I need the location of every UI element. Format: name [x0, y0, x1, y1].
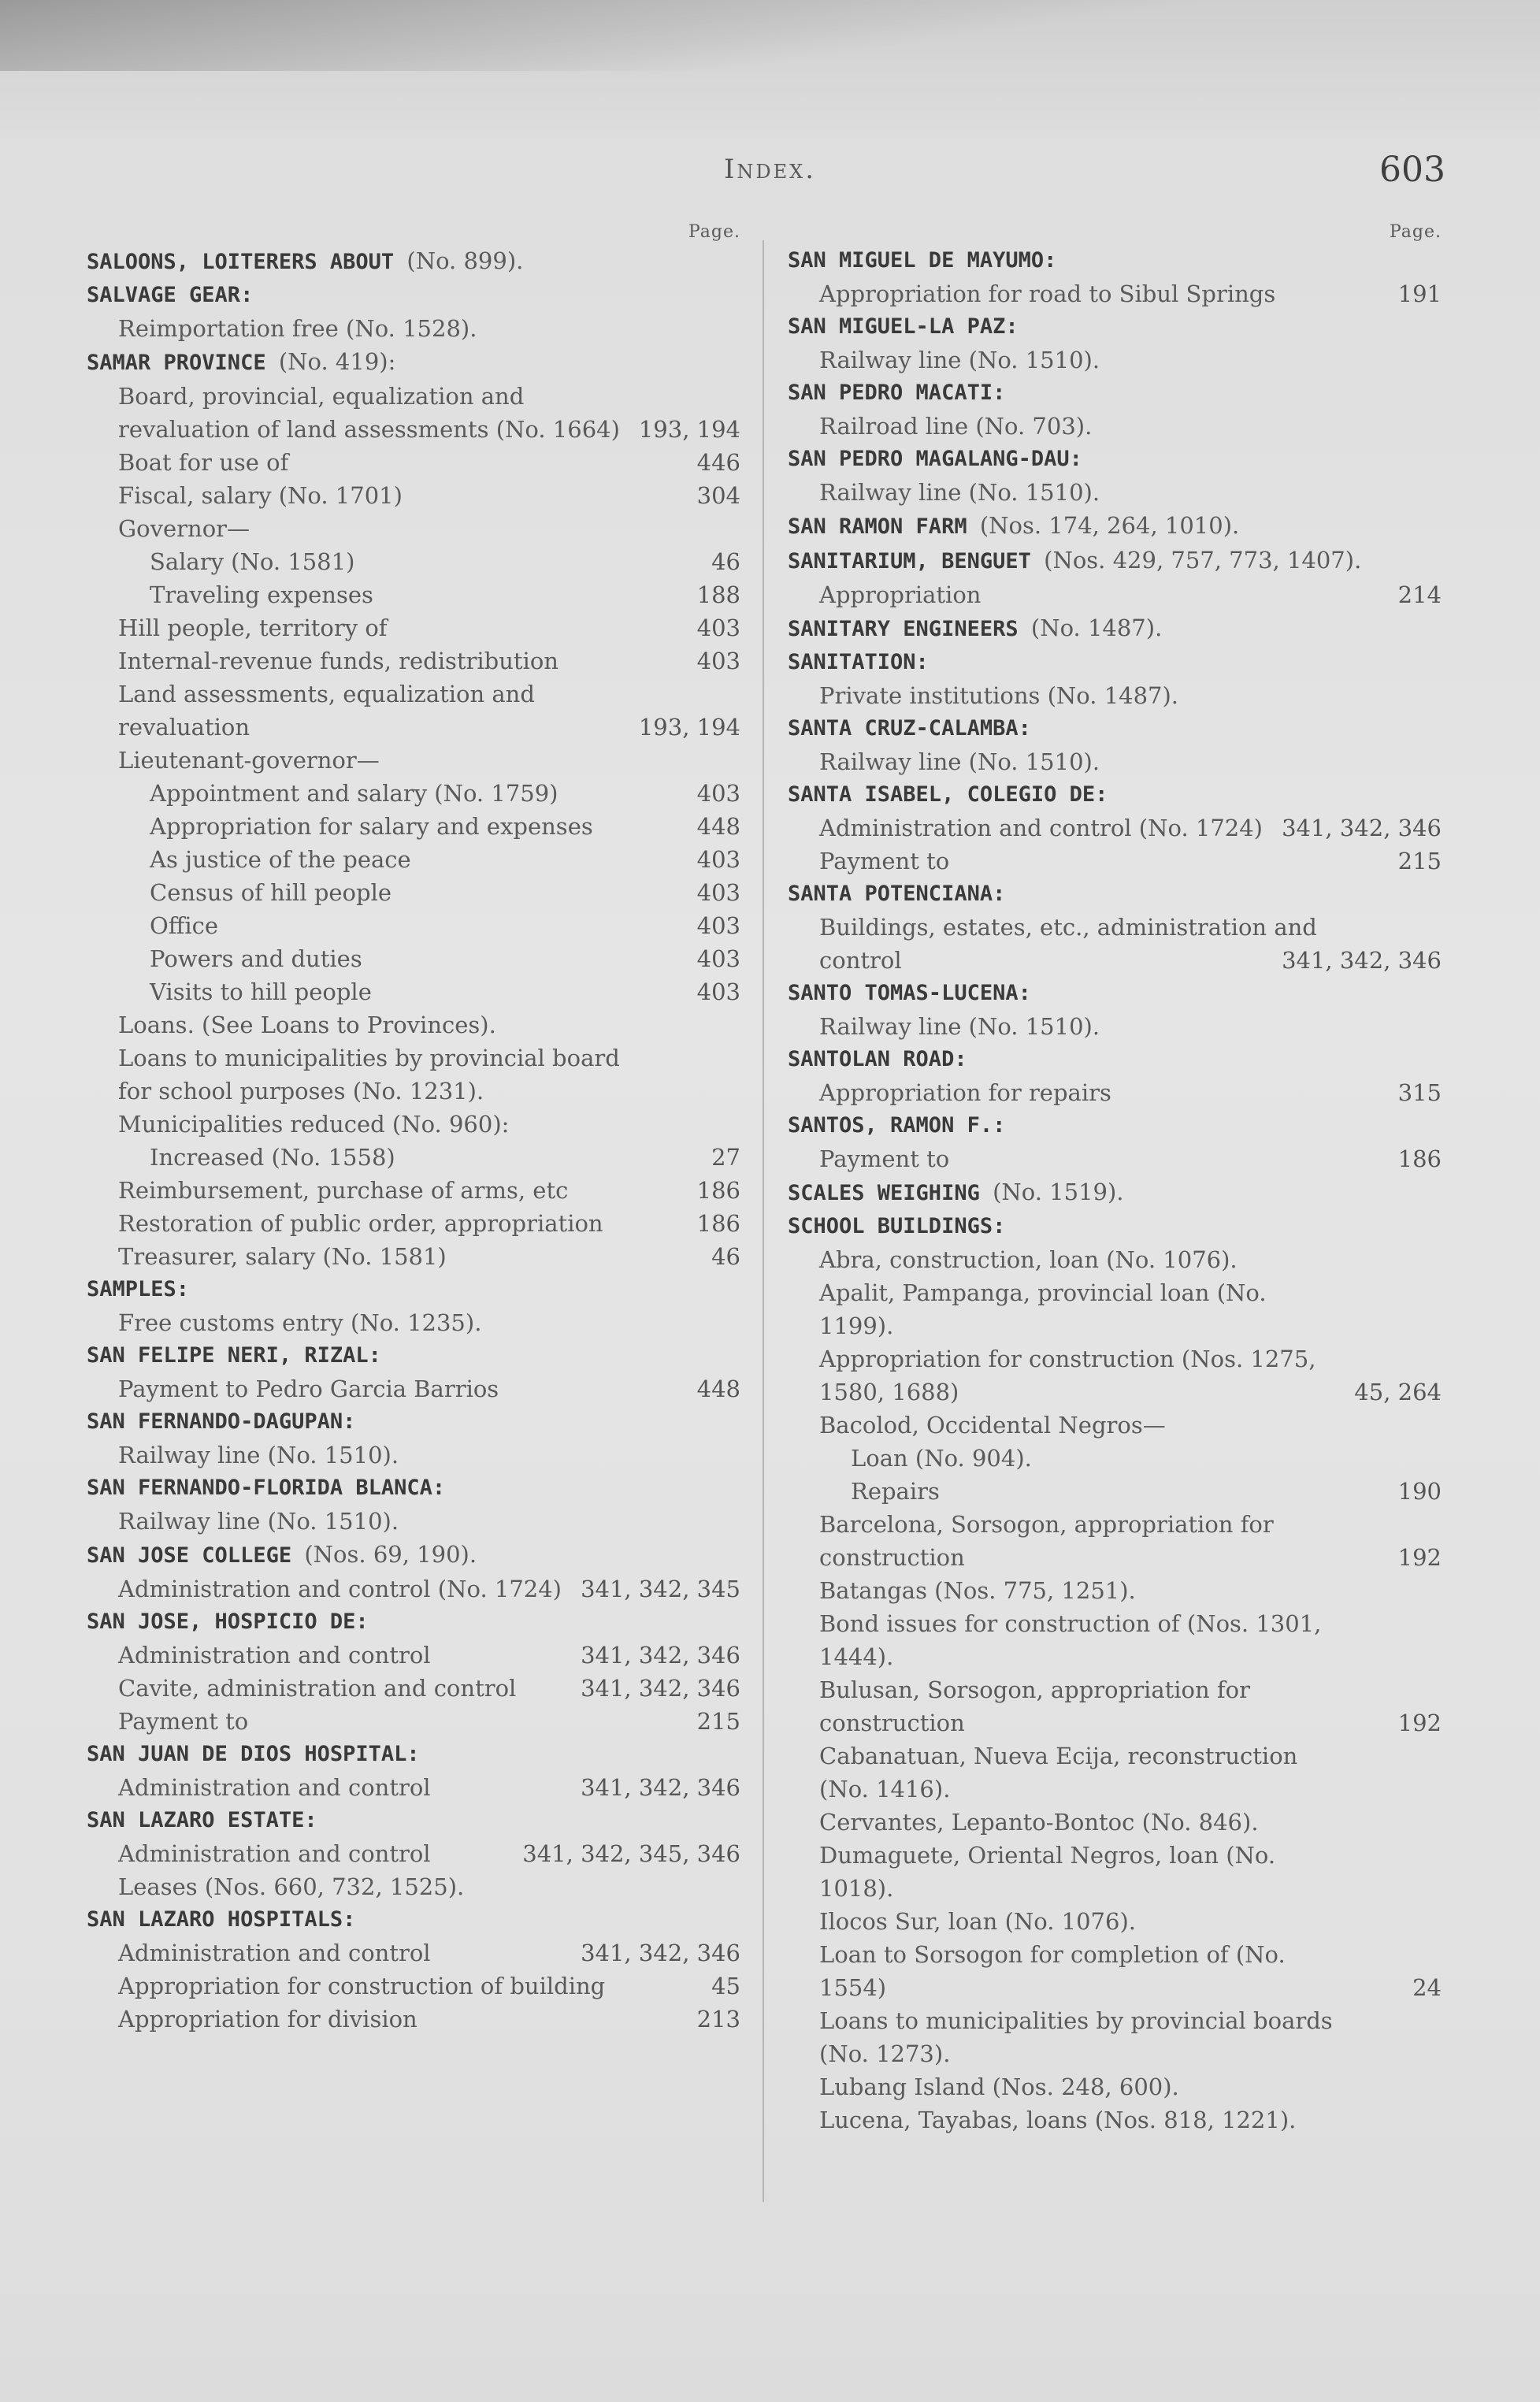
index-subentry — [819, 679, 1442, 712]
heading-text: SAN PEDRO MAGALANG-DAU: — [788, 447, 1082, 471]
heading-text: SAN JOSE, HOSPICIO DE: — [87, 1609, 369, 1634]
subentry-text: Railway line (No. 1510). — [118, 1508, 399, 1535]
heading-text: SAN LAZARO ESTATE: — [87, 1808, 317, 1832]
page-reference: 403 — [696, 648, 740, 674]
index-subentry — [118, 1306, 740, 1339]
index-subentry — [819, 2103, 1442, 2137]
subentry-text: Railway line (No. 1510). — [819, 1013, 1100, 1040]
subentry-text: Payment to — [118, 1708, 249, 1735]
running-header: Index. — [723, 154, 817, 185]
index-heading — [788, 611, 1442, 646]
index-subentry — [118, 312, 740, 345]
heading-text: SAN JUAN DE DIOS HOSPITAL: — [87, 1742, 420, 1766]
heading-text: SANTA ISABEL, COLEGIO DE: — [788, 782, 1108, 807]
subentry-text: Abra, construction, loan (No. 1076). — [819, 1246, 1238, 1273]
page-reference: 191 — [1397, 280, 1442, 307]
page-reference: 186 — [1397, 1145, 1442, 1172]
page-reference: 190 — [1397, 1478, 1442, 1505]
subentry-text: Lucena, Tayabas, loans (Nos. 818, 1221). — [819, 2107, 1297, 2133]
page-reference: 403 — [696, 945, 740, 972]
index-subentry — [819, 911, 1442, 977]
subentry-text: Increased (No. 1558) — [150, 1144, 395, 1171]
subentry-text: Repairs — [851, 1478, 940, 1505]
index-subentry — [118, 512, 740, 545]
subentry-text: Boat for use of — [118, 449, 289, 476]
index-subentry — [819, 1076, 1442, 1109]
heading-text: SANTOS, RAMON F.: — [788, 1113, 1006, 1138]
heading-text: SANTA CRUZ-CALAMBA: — [788, 716, 1031, 741]
index-subentry — [118, 1672, 740, 1705]
subentry-text: Loans. (See Loans to Provinces). — [118, 1012, 496, 1038]
subentry-text: Traveling expenses — [150, 581, 373, 608]
heading-text: SAMPLES: — [87, 1277, 190, 1301]
page-reference: 193, 194 — [638, 416, 740, 443]
index-subentry — [118, 1870, 740, 1903]
page-reference: 403 — [696, 912, 740, 939]
subentry-text: Bulusan, Sorsogon, appropriation for construction — [819, 1676, 1250, 1736]
subentry-text: Administration and control — [118, 1940, 431, 1966]
subentry-text: Treasurer, salary (No. 1581) — [118, 1243, 447, 1270]
heading-text: SANITATION: — [788, 650, 929, 674]
subentry-text: Reimportation free (No. 1528). — [118, 315, 477, 342]
subentry-text: Barcelona, Sorsogon, appropriation for construction — [819, 1511, 1274, 1571]
index-subentry — [819, 277, 1442, 310]
heading-reference: (No. 899). — [406, 247, 524, 274]
page-reference: 214 — [1397, 581, 1442, 608]
heading-text: SALVAGE GEAR: — [87, 283, 254, 307]
subentry-text: Appointment and salary (No. 1759) — [150, 780, 558, 807]
subentry-text: Payment to — [819, 848, 950, 874]
page-reference: 403 — [696, 846, 740, 873]
subentry-text: Governor— — [118, 515, 250, 542]
index-heading — [788, 1175, 1442, 1210]
subentry-text: Administration and control — [118, 1642, 431, 1669]
heading-text: SANTOLAN ROAD: — [788, 1047, 967, 1071]
page-reference: 193, 194 — [638, 714, 740, 741]
index-heading — [788, 377, 1442, 410]
index-subentry — [819, 1739, 1442, 1806]
index-subentry — [819, 1342, 1442, 1409]
index-subentry — [819, 1243, 1442, 1276]
page-reference: 213 — [696, 2006, 740, 2033]
index-heading — [788, 244, 1442, 277]
index-subentry — [851, 1475, 1442, 1508]
subentry-text: Census of hill people — [150, 879, 392, 906]
index-subentry — [819, 578, 1442, 611]
index-subentry — [819, 1142, 1442, 1175]
subentry-text: Ilocos Sur, loan (No. 1076). — [819, 1908, 1136, 1935]
index-subentry — [150, 942, 740, 975]
page-reference: 192 — [1397, 1710, 1442, 1736]
index-heading — [788, 1210, 1442, 1243]
index-heading — [87, 1472, 740, 1505]
heading-text: SALOONS, LOITERERS ABOUT — [87, 250, 395, 274]
page-reference: 341, 342, 345, 346 — [522, 1840, 740, 1867]
subentry-text: Free customs entry (No. 1235). — [118, 1309, 482, 1336]
index-subentry — [118, 1207, 740, 1240]
index-heading — [87, 1339, 740, 1372]
index-subentry — [819, 2004, 1442, 2070]
subentry-text: Appropriation for road to Sibul Springs — [819, 280, 1276, 307]
page-reference: 341, 342, 346 — [1282, 947, 1442, 974]
index-heading — [788, 443, 1442, 476]
subentry-text: Loan (No. 904). — [851, 1445, 1032, 1472]
subentry-text: Office — [150, 912, 219, 939]
heading-reference: (No. 1487). — [1030, 614, 1163, 641]
subentry-text: Lubang Island (Nos. 248, 600). — [819, 2073, 1179, 2100]
subentry-text: Dumaguete, Oriental Negros, loan (No. 1018). — [819, 1842, 1276, 1902]
index-subentry — [819, 1905, 1442, 1938]
heading-text: SAN FERNANDO-DAGUPAN: — [87, 1409, 356, 1434]
subentry-text: Fiscal, salary (No. 1701) — [118, 482, 403, 509]
index-subentry — [118, 1639, 740, 1672]
subentry-text: Appropriation — [819, 581, 982, 608]
page-reference: 27 — [711, 1144, 740, 1171]
page-reference: 46 — [711, 548, 740, 575]
entry-list — [788, 244, 1442, 2137]
subentry-text: Land assessments, equalization and revaluation — [118, 681, 535, 741]
page-reference: 341, 342, 346 — [581, 1940, 740, 1966]
heading-text: SAN RAMON FARM — [788, 514, 967, 539]
page-column-label: Page. — [1389, 222, 1442, 242]
index-subentry — [819, 1409, 1442, 1442]
page-reference: 215 — [696, 1708, 740, 1735]
index-subentry — [819, 2070, 1442, 2103]
heading-text: SCALES WEIGHING — [788, 1181, 980, 1205]
heading-text: SAMAR PROVINCE — [87, 351, 266, 375]
index-heading — [788, 712, 1442, 745]
subentry-text: Railway line (No. 1510). — [819, 479, 1100, 506]
subentry-text: Cavite, administration and control — [118, 1675, 517, 1702]
index-subentry — [118, 1372, 740, 1405]
column-divider — [763, 240, 764, 2202]
index-heading — [788, 509, 1442, 544]
subentry-text: Private institutions (No. 1487). — [819, 682, 1179, 709]
heading-text: SAN LAZARO HOSPITALS: — [87, 1907, 356, 1932]
index-heading — [788, 1043, 1442, 1076]
subentry-text: Administration and control — [118, 1840, 431, 1867]
index-subentry — [118, 1108, 740, 1141]
index-subentry — [118, 479, 740, 512]
heading-reference: (No. 419): — [278, 348, 396, 375]
subentry-text: Payment to Pedro Garcia Barrios — [118, 1375, 499, 1402]
heading-text: SAN MIGUEL DE MAYUMO: — [788, 248, 1057, 273]
subentry-text: Administration and control (No. 1724) — [819, 815, 1263, 841]
index-heading — [788, 1109, 1442, 1142]
page-reference: 304 — [696, 482, 740, 509]
index-subentry — [819, 1607, 1442, 1673]
index-subentry — [819, 745, 1442, 778]
page-reference: 45, 264 — [1354, 1379, 1442, 1405]
index-heading — [87, 1903, 740, 1936]
index-heading — [788, 646, 1442, 679]
index-subentry — [118, 611, 740, 644]
heading-text: SANTA POTENCIANA: — [788, 882, 1006, 906]
heading-text: SAN MIGUEL-LA PAZ: — [788, 314, 1019, 339]
subentry-text: Batangas (Nos. 775, 1251). — [819, 1577, 1136, 1604]
index-subentry — [819, 476, 1442, 509]
index-subentry — [118, 678, 740, 744]
page-reference: 341, 342, 346 — [1282, 815, 1442, 841]
heading-reference: (Nos. 69, 190). — [304, 1541, 477, 1568]
subentry-text: Bacolod, Occidental Negros— — [819, 1412, 1166, 1439]
index-subentry — [819, 1938, 1442, 2004]
heading-text: SCHOOL BUILDINGS: — [788, 1214, 1006, 1238]
subentry-text: Bond issues for construction of (Nos. 1301, 1444). — [819, 1610, 1322, 1670]
index-subentry — [118, 2003, 740, 2036]
heading-text: SAN JOSE COLLEGE — [87, 1543, 292, 1568]
index-subentry — [118, 1439, 740, 1472]
index-subentry — [150, 1141, 740, 1174]
index-subentry — [118, 446, 740, 479]
heading-reference: (Nos. 429, 757, 773, 1407). — [1044, 547, 1362, 574]
index-subentry — [118, 644, 740, 678]
page-reference: 403 — [696, 879, 740, 906]
heading-text: SAN FERNANDO-FLORIDA BLANCA: — [87, 1476, 446, 1500]
index-subentry — [150, 777, 740, 810]
page-reference: 403 — [696, 614, 740, 641]
subentry-text: Railroad line (No. 703). — [819, 413, 1093, 440]
subentry-text: Hill people, territory of — [118, 614, 388, 641]
subentry-text: Railway line (No. 1510). — [819, 748, 1100, 775]
page-reference: 186 — [696, 1177, 740, 1204]
heading-text: SAN FELIPE NERI, RIZAL: — [87, 1343, 381, 1368]
index-heading — [87, 1606, 740, 1639]
subentry-text: Railway line (No. 1510). — [118, 1442, 399, 1468]
page-reference: 341, 342, 346 — [581, 1642, 740, 1669]
subentry-text: Loans to municipalities by provincial board for school purposes (No. 1231). — [118, 1045, 620, 1104]
index-subentry — [819, 1673, 1442, 1739]
page-reference: 186 — [696, 1210, 740, 1237]
subentry-text: Municipalities reduced (No. 960): — [118, 1111, 510, 1138]
subentry-text: Apalit, Pampanga, provincial loan (No. 1199). — [819, 1279, 1267, 1339]
page-reference: 403 — [696, 780, 740, 807]
index-subentry — [118, 1505, 740, 1538]
index-subentry — [150, 578, 740, 611]
page-reference: 315 — [1397, 1079, 1442, 1106]
page-reference: 24 — [1412, 1974, 1442, 2001]
index-subentry — [819, 1806, 1442, 1839]
subentry-text: Appropriation for salary and expenses — [150, 813, 593, 840]
subentry-text: Internal-revenue funds, redistribution — [118, 648, 558, 674]
index-heading — [788, 544, 1442, 578]
page-reference: 448 — [696, 1375, 740, 1402]
subentry-text: Lieutenant-governor— — [118, 747, 380, 774]
index-subentry — [150, 909, 740, 942]
index-subentry — [150, 975, 740, 1008]
index-subentry — [118, 1771, 740, 1804]
index-column-left — [87, 221, 740, 2036]
subentry-text: Appropriation for construction of building — [118, 1973, 606, 1999]
index-heading — [87, 1405, 740, 1439]
subentry-text: Buildings, estates, etc., administration and control — [819, 914, 1317, 974]
heading-text: SANTO TOMAS-LUCENA: — [788, 981, 1031, 1005]
page-reference: 192 — [1397, 1544, 1442, 1571]
index-subentry — [118, 1837, 740, 1870]
heading-reference: (No. 1519). — [993, 1179, 1124, 1205]
index-heading — [788, 310, 1442, 343]
index-subentry — [118, 1041, 740, 1108]
subentry-text: Payment to — [819, 1145, 950, 1172]
entry-list — [87, 244, 740, 2036]
index-subentry — [118, 744, 740, 777]
heading-reference: (Nos. 174, 264, 1010). — [979, 512, 1240, 539]
subentry-text: Loans to municipalities by provincial boards (No. 1273). — [819, 2007, 1333, 2067]
index-subentry — [118, 1936, 740, 1969]
index-subentry — [819, 811, 1442, 845]
subentry-text: Appropriation for repairs — [819, 1079, 1111, 1106]
index-subentry — [118, 1572, 740, 1606]
index-heading — [87, 1738, 740, 1771]
page-reference: 403 — [696, 978, 740, 1005]
page-reference: 446 — [696, 449, 740, 476]
page-reference: 341, 342, 346 — [581, 1774, 740, 1801]
index-subentry — [819, 1574, 1442, 1607]
subentry-text: Salary (No. 1581) — [150, 548, 355, 575]
index-subentry — [118, 1240, 740, 1273]
heading-text: SANITARIUM, BENGUET — [788, 549, 1031, 574]
index-subentry — [819, 845, 1442, 878]
subentry-text: Visits to hill people — [150, 978, 372, 1005]
subentry-text: Appropriation for construction (Nos. 1275, 1580, 1688) — [819, 1346, 1316, 1405]
index-heading — [87, 244, 740, 279]
page-reference: 448 — [696, 813, 740, 840]
index-subentry — [819, 343, 1442, 377]
subentry-text: Reimbursement, purchase of arms, etc — [118, 1177, 569, 1204]
page-reference: 341, 342, 346 — [581, 1675, 740, 1702]
heading-text: SAN PEDRO MACATI: — [788, 381, 1006, 405]
index-heading — [87, 345, 740, 380]
subentry-text: Powers and duties — [150, 945, 362, 972]
index-heading — [788, 778, 1442, 811]
subentry-text: Appropriation for division — [118, 2006, 417, 2033]
index-subentry — [118, 1008, 740, 1041]
subentry-text: Cabanatuan, Nueva Ecija, reconstruction (No. 1416). — [819, 1743, 1298, 1802]
page-reference: 46 — [711, 1243, 740, 1270]
torn-page-edge — [0, 0, 1540, 71]
index-heading — [87, 1538, 740, 1572]
index-subentry — [819, 1010, 1442, 1043]
index-subentry — [819, 1508, 1442, 1574]
subentry-text: Restoration of public order, appropriation — [118, 1210, 603, 1237]
subentry-text: As justice of the peace — [150, 846, 411, 873]
subentry-text: Board, provincial, equalization and revaluation of land assessments (No. 1664) — [118, 383, 620, 443]
page-reference: 215 — [1397, 848, 1442, 874]
heading-text: SANITARY ENGINEERS — [788, 617, 1019, 641]
index-subentry — [851, 1442, 1442, 1475]
subentry-text: Administration and control (No. 1724) — [118, 1576, 562, 1602]
subentry-text: Railway line (No. 1510). — [819, 347, 1100, 373]
index-heading — [87, 1273, 740, 1306]
index-subentry — [150, 545, 740, 578]
index-subentry — [819, 1839, 1442, 1905]
index-subentry — [819, 410, 1442, 443]
page-number: 603 — [1379, 150, 1445, 190]
subentry-text: Leases (Nos. 660, 732, 1525). — [118, 1873, 465, 1900]
index-heading — [788, 878, 1442, 911]
subentry-text: Loan to Sorsogon for completion of (No. 1554) — [819, 1941, 1286, 2001]
index-subentry — [118, 1174, 740, 1207]
page-reference: 45 — [711, 1973, 740, 1999]
index-subentry — [150, 810, 740, 843]
index-subentry — [150, 876, 740, 909]
index-subentry — [819, 1276, 1442, 1342]
index-subentry — [118, 1705, 740, 1738]
index-heading — [87, 1804, 740, 1837]
subentry-text: Cervantes, Lepanto-Bontoc (No. 846). — [819, 1809, 1259, 1836]
index-subentry — [118, 1969, 740, 2003]
index-column-right — [788, 221, 1442, 2137]
subentry-text: Administration and control — [118, 1774, 431, 1801]
index-heading — [788, 977, 1442, 1010]
index-subentry — [118, 380, 740, 446]
index-heading — [87, 279, 740, 312]
page-reference: 188 — [696, 581, 740, 608]
page-column-label: Page. — [688, 222, 740, 242]
index-subentry — [150, 843, 740, 876]
page-reference: 341, 342, 345 — [581, 1576, 740, 1602]
